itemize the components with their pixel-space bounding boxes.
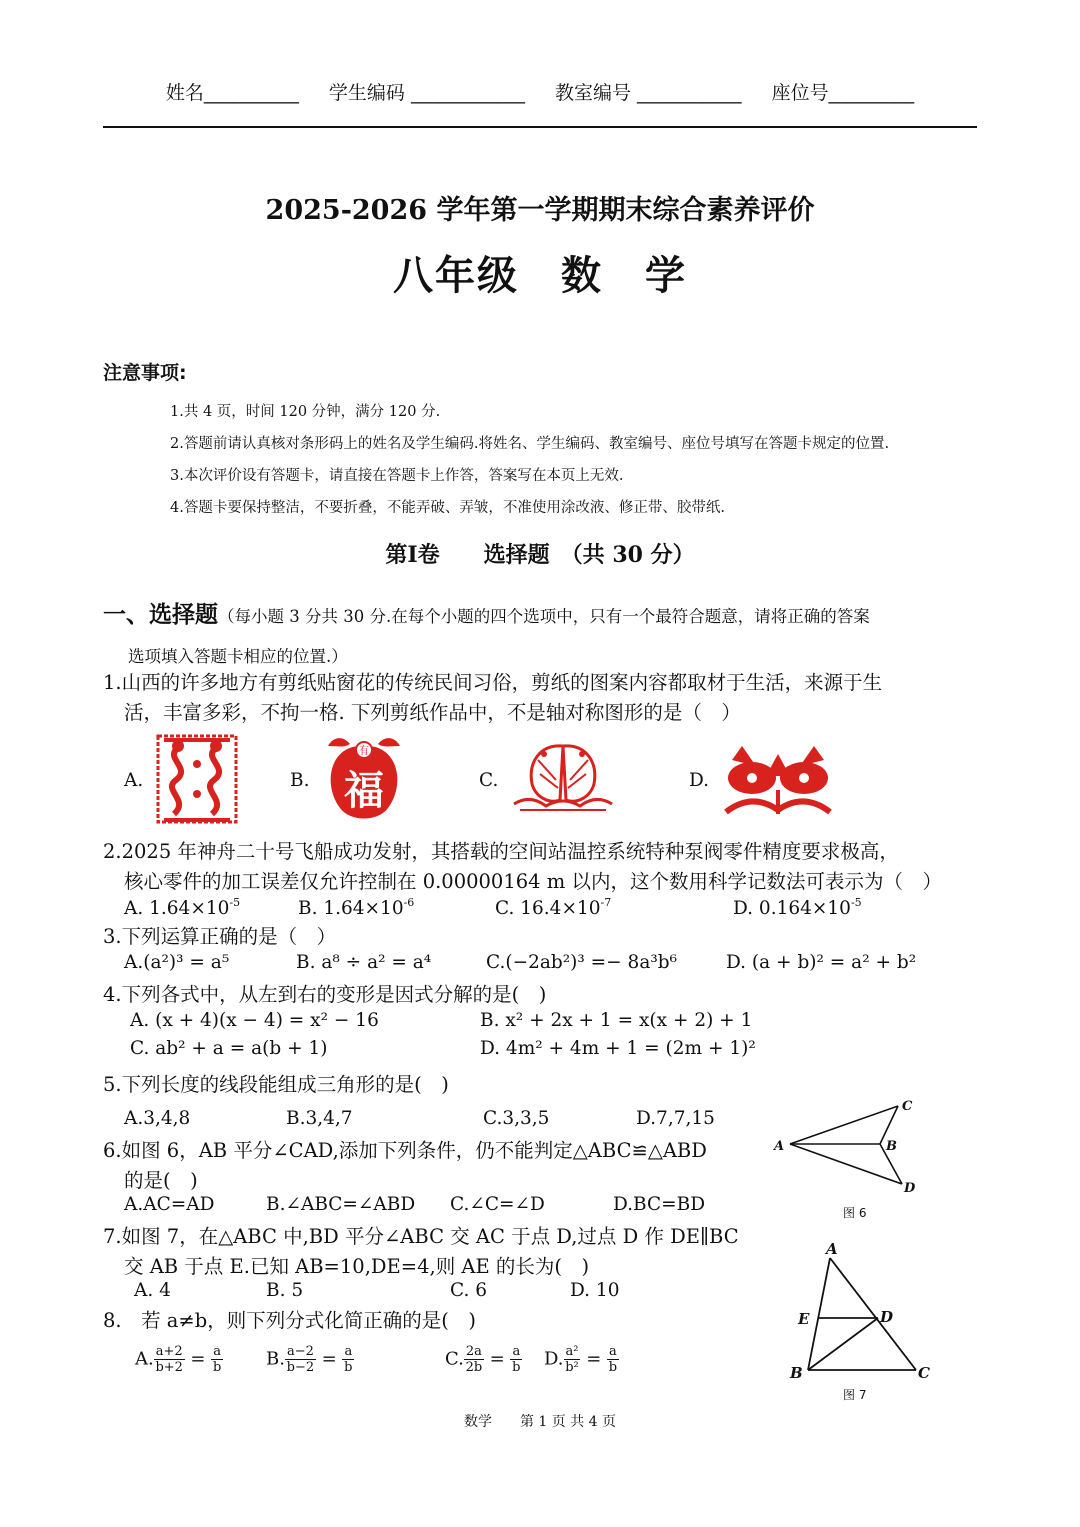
name-field[interactable]: 姓名__________ — [165, 82, 299, 104]
figure-6-caption: 图 6 — [843, 1206, 867, 1220]
fig7-label-d: D — [880, 1308, 894, 1326]
q3-option-d[interactable]: D. (a + b)² = a² + b² — [726, 952, 917, 973]
header-divider — [103, 126, 977, 128]
notice-item: 4.答题卡要保持整洁，不要折叠，不能弄破、弄皱，不准使用涂改液、修正带、胶带纸. — [170, 500, 725, 516]
question-6-line2: 的是( ) — [124, 1169, 198, 1192]
seat-field[interactable]: 座位号_________ — [771, 82, 915, 104]
fig6-label-c: C — [902, 1099, 913, 1114]
question-1-line1: 1.山西的许多地方有剪纸贴窗花的传统民间习俗，剪纸的图案内容都取材于生活，来源于生 — [103, 671, 883, 694]
question-7-line1: 7.如图 7，在△ABC 中,BD 平分∠ABC 交 AC 于点 D,过点 D 作 DE∥BC — [103, 1225, 739, 1248]
q7-option-b[interactable]: B. 5 — [266, 1280, 304, 1301]
q8-option-d[interactable]: D. $\frac{\text{a²}}{\text{b²}}$ = $\frac{a}{b}$ — [544, 1344, 618, 1375]
q3-option-b[interactable]: B. a⁸ ÷ a² = a⁴ — [296, 952, 432, 973]
q7-option-c[interactable]: C. 6 — [450, 1280, 488, 1301]
part-one-desc: （每小题 3 分共 30 分.在每个小题的四个选项中，只有一个最符合题意，请将正确的答案 — [218, 607, 870, 626]
papercut-flowers-image — [722, 740, 834, 818]
papercut-small-char: 有 — [359, 746, 369, 757]
question-8-stem: 8. 若 a≠b，则下列分式化简正确的是( ) — [103, 1309, 476, 1332]
notice-item: 2.答题前请认真核对条形码上的姓名及学生编码.将姓名、学生编码、教室编号、座位号填写在答题卡规定的位置. — [170, 436, 890, 452]
student-id-field[interactable]: 学生编码 ____________ — [328, 82, 525, 104]
q5-option-d[interactable]: D.7,7,15 — [636, 1108, 715, 1129]
part-one-heading — [103, 596, 983, 629]
question-6 — [103, 1136, 707, 1196]
q2-option-b[interactable]: B. $1.64\times 10^{-6}$ — [298, 896, 415, 919]
q2-option-c[interactable]: C. $16.4\times 10^{-7}$ — [495, 896, 612, 919]
q1-option-d-label[interactable]: D. — [689, 770, 710, 791]
question-2-line2: 核心零件的加工误差仅允许控制在 0.00000164 m 以内，这个数用科学记数法可表示为（ ） — [124, 870, 942, 893]
q6-option-b[interactable]: B.∠ABC=∠ABD — [266, 1194, 416, 1215]
papercut-fu-image — [320, 734, 408, 826]
question-1-line2: 活，丰富多彩，不拘一格. 下列剪纸作品中，不是轴对称图形的是（ ） — [124, 701, 741, 724]
papercut-snakes-image — [156, 734, 238, 824]
q4-option-b[interactable]: B. x² + 2x + 1 = x(x + 2) + 1 — [480, 1010, 753, 1031]
student-info-line — [0, 78, 1080, 105]
notice-item: 1.共 4 页，时间 120 分钟，满分 120 分. — [170, 404, 441, 420]
fig7-label-b: B — [790, 1364, 803, 1382]
q8-option-a[interactable]: A. $\frac{a+2}{b+2}$ = $\frac{a}{b}$ — [135, 1344, 222, 1375]
question-6-line1: 6.如图 6，AB 平分∠CAD,添加下列条件，仍不能判定△ABC≌△ABD — [103, 1139, 707, 1162]
room-field[interactable]: 教室编号 ___________ — [555, 82, 742, 104]
q2-option-a[interactable]: A. $1.64\times 10^{-5}$ — [124, 896, 241, 919]
q5-option-a[interactable]: A.3,4,8 — [124, 1108, 191, 1129]
notice-heading: 注意事项: — [103, 362, 187, 384]
q3-option-a[interactable]: A.(a²)³ = a⁵ — [124, 952, 230, 973]
fig6-label-d: D — [904, 1181, 916, 1196]
fig7-label-c: C — [918, 1364, 930, 1382]
question-5-stem: 5.下列长度的线段能组成三角形的是( ) — [103, 1073, 449, 1096]
q1-option-b-label[interactable]: B. — [290, 770, 310, 791]
notice-item: 3.本次评价设有答题卡，请直接在答题卡上作答，答案写在本页上无效. — [170, 468, 624, 484]
part-one-title: 一、选择题 — [103, 602, 218, 628]
question-7 — [103, 1222, 739, 1282]
fig7-label-a: A — [826, 1240, 838, 1258]
q4-option-c[interactable]: C. ab² + a = a(b + 1) — [130, 1038, 328, 1059]
q5-option-c[interactable]: C.3,3,5 — [483, 1108, 550, 1129]
q6-option-d[interactable]: D.BC=BD — [613, 1194, 706, 1215]
figure-6-diagram — [768, 1092, 928, 1204]
q7-option-d[interactable]: D. 10 — [570, 1280, 620, 1301]
question-4-stem: 4.下列各式中，从左到右的变形是因式分解的是( ) — [103, 983, 547, 1006]
q7-option-a[interactable]: A. 4 — [134, 1280, 171, 1301]
q6-option-c[interactable]: C.∠C=∠D — [450, 1194, 545, 1215]
question-1 — [103, 668, 882, 728]
exam-subject: 八年级 数 学 — [393, 252, 687, 299]
q1-option-c-label[interactable]: C. — [479, 770, 499, 791]
q4-option-a[interactable]: A. (x + 4)(x − 4) = x² − 16 — [130, 1010, 379, 1031]
q5-option-b[interactable]: B.3,4,7 — [286, 1108, 353, 1129]
question-2 — [103, 837, 942, 897]
q4-option-d[interactable]: D. 4m² + 4m + 1 = (2m + 1)² — [480, 1038, 756, 1059]
papercut-fish-image — [510, 740, 616, 814]
q1-option-a-label[interactable]: A. — [124, 770, 144, 791]
q3-option-c[interactable]: C.(−2ab²)³ =− 8a³b⁶ — [486, 952, 678, 973]
fig7-label-e: E — [798, 1310, 810, 1328]
page-footer: 数学 第 1 页 共 4 页 — [463, 1414, 617, 1430]
question-7-line2: 交 AB 于点 E.已知 AB=10,DE=4,则 AE 的长为( ) — [124, 1255, 590, 1278]
q6-option-a[interactable]: A.AC=AD — [124, 1194, 215, 1215]
papercut-fu-char: 福 — [344, 768, 384, 814]
question-2-line1: 2.2025 年神舟二十号飞船成功发射，其搭载的空间站温控系统特种泵阀零件精度要求极高， — [103, 840, 899, 863]
q8-option-c[interactable]: C. $\frac{2a}{2b}$ = $\frac{a}{b}$ — [445, 1344, 521, 1375]
q2-option-d[interactable]: D. $0.164\times 10^{-5}$ — [733, 896, 862, 919]
exam-title: 2025-2026 学年第一学期期末综合素养评价 — [265, 195, 815, 226]
q8-option-b[interactable]: B. $\frac{a-2}{b-2}$ = $\frac{a}{b}$ — [266, 1344, 353, 1375]
question-3-stem: 3.下列运算正确的是（ ） — [103, 925, 337, 948]
fig6-label-a: A — [774, 1139, 785, 1154]
fig6-label-b: B — [886, 1139, 897, 1154]
section-heading: 第Ⅰ卷 选择题 （共 30 分） — [385, 542, 695, 568]
figure-7-diagram — [782, 1238, 942, 1384]
figure-7-caption: 图 7 — [843, 1388, 867, 1402]
part-one-desc-cont: 选项填入答题卡相应的位置.） — [128, 647, 348, 666]
